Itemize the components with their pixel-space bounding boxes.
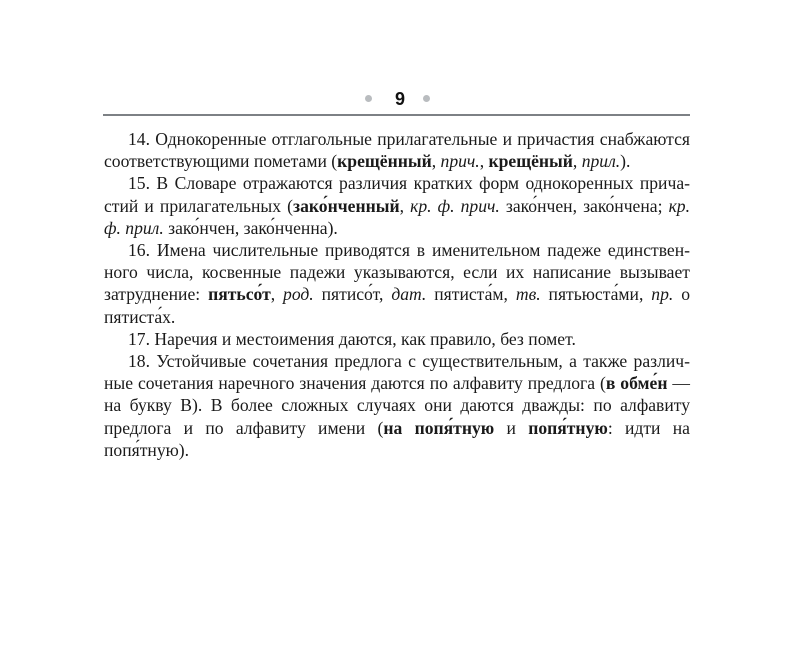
grammar-label: прич. (440, 151, 480, 172)
text-segment: ). (620, 151, 631, 172)
paragraph-15 (104, 172, 690, 239)
header-dot-left (365, 95, 372, 102)
text-segment: 17. Наречия и местоимения даются, как правило, без помет. (128, 328, 576, 349)
headword: пятьсо́т (208, 284, 271, 305)
text-segment: , (399, 195, 411, 216)
text-segment: пятисо́т, (313, 284, 392, 305)
text-segment: , (431, 151, 441, 172)
text-segment: зако́нчен, зако́нчена; (499, 195, 669, 216)
text-segment: , (479, 151, 489, 172)
grammar-label: род. (283, 284, 314, 305)
text-segment: : идти на попя́тную). (104, 417, 690, 460)
headword: в обме́н (605, 373, 668, 394)
text-segment: 18. Устойчивые сочетания предлога с существительным, а также различные сочетания наречного значения даются по алфавиту предлога ( (104, 351, 690, 394)
page-number: 9 (394, 89, 405, 109)
text-segment: пятьюста́ми, (540, 284, 652, 305)
text-segment: и (494, 417, 529, 438)
grammar-label: кр. ф. прил. (104, 195, 691, 238)
grammar-label: кр. ф. прич. (410, 195, 500, 216)
grammar-label: дат. (391, 284, 427, 305)
text-segment: , (572, 151, 582, 172)
text-segment: 15. В Словаре отражаются различия кратких форм однокоренных причастий и прилагательных ( (104, 173, 690, 216)
page-body (104, 128, 690, 461)
paragraph-14 (104, 128, 690, 172)
text-segment: — на букву В). В более сложных случаях они даются дважды: по алфавиту предлога и по алфавиту имени ( (104, 373, 690, 438)
headword: зако́нченный (293, 195, 400, 216)
text-segment: 14. Однокоренные отглагольные прилагательные и причастия снабжаются соответствующими пометами ( (104, 129, 690, 172)
headword: крещёный (488, 151, 573, 172)
header-rule (103, 114, 690, 116)
text-segment: о пятиста́х. (104, 284, 691, 327)
headword: крещённый (337, 151, 432, 172)
header-dot-right (423, 95, 430, 102)
text-segment: 16. Имена числительные приводятся в именительном падеже единственного числа, косвенные падежи указываются, если их написание вызывает затруднение: (104, 240, 690, 305)
paragraph-17 (104, 328, 690, 350)
paragraph-18 (104, 350, 690, 461)
text-segment: пятиста́м, (426, 284, 516, 305)
grammar-label: пр. (651, 284, 674, 305)
headword: на попя́тную (383, 417, 495, 438)
page-header (0, 86, 800, 112)
headword: попя́тную (528, 417, 608, 438)
paragraph-16 (104, 239, 690, 328)
text-segment: , (270, 284, 284, 305)
grammar-label: тв. (515, 284, 541, 305)
grammar-label: прил. (581, 151, 621, 172)
text-segment: зако́нчен, зако́нченна). (163, 217, 338, 238)
